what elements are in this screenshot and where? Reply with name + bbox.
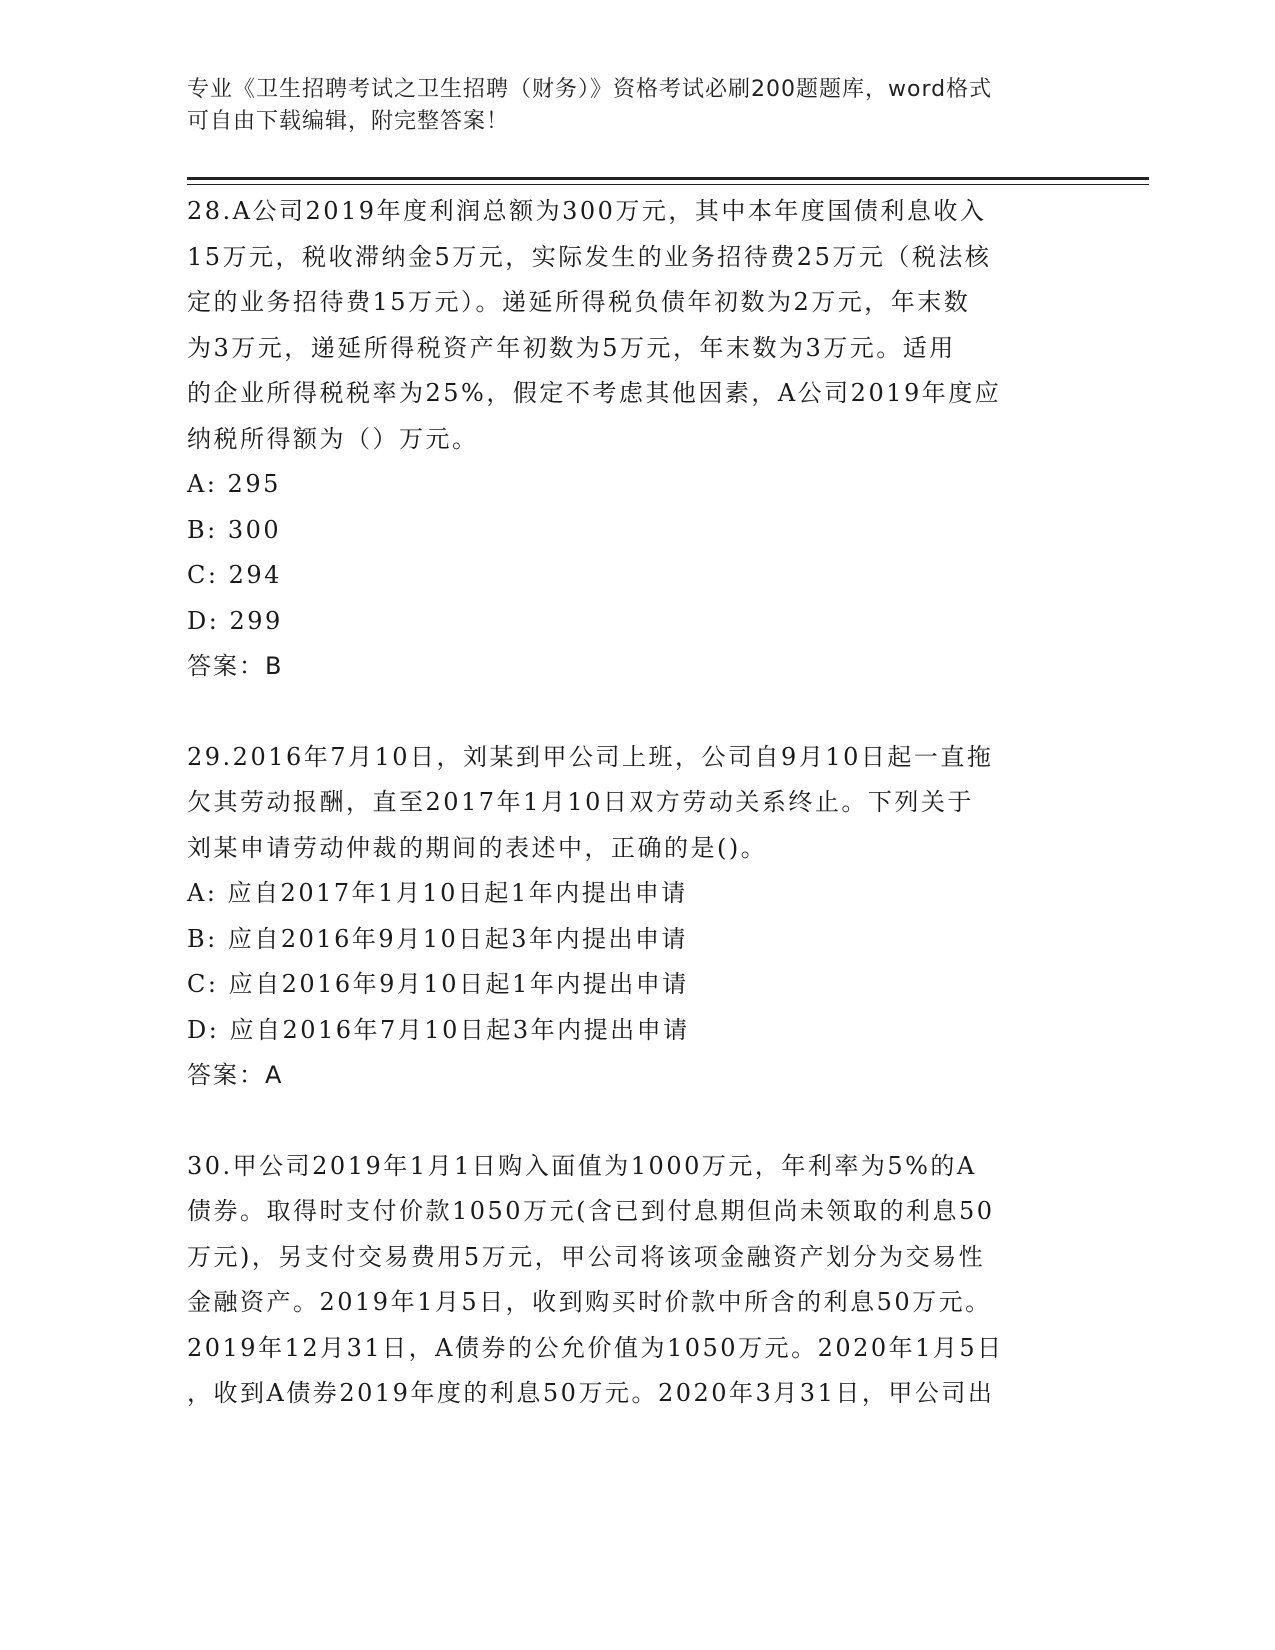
answer-label: 答案：B	[187, 652, 284, 680]
option-b: B: 300	[187, 515, 282, 544]
option-a: A: 295	[187, 470, 281, 498]
header-line-1: 专业《卫生招聘考试之卫生招聘（财务）》资格考试必刷200题题库，word格式	[187, 77, 993, 102]
option-d: D: 299	[187, 606, 283, 635]
stem-line: 的企业所得税税率为25%，假定不考虑其他因素，A公司2019年度应	[187, 379, 1002, 407]
option-b: B: 应自2016年9月10日起3年内提出申请	[187, 924, 689, 953]
question-stem	[187, 735, 1087, 872]
stem-line: 欠其劳动报酬，直至2017年1月10日双方劳动关系终止。下列关于	[187, 788, 974, 816]
question-stem	[187, 189, 1087, 462]
stem-line: 万元)，另支付交易费用5万元，甲公司将该项金融资产划分为交易性	[187, 1242, 986, 1271]
question-gap	[187, 1099, 1087, 1144]
option-c: C: 294	[187, 561, 282, 589]
option-c: C: 应自2016年9月10日起1年内提出申请	[187, 970, 689, 998]
stem-line: 15万元，税收滞纳金5万元，实际发生的业务招待费25万元（税法核	[187, 242, 992, 271]
stem-line: 2019年12月31日，A债券的公允价值为1050万元。2020年1月5日	[187, 1333, 1004, 1362]
stem-line: 30.甲公司2019年1月1日购入面值为1000万元，年利率为5%的A	[187, 1151, 977, 1180]
stem-line: 刘某申请劳动仲裁的期间的表述中，正确的是()。	[187, 833, 768, 862]
stem-line: 债券。取得时支付价款1050万元(含已到付息期但尚未领取的利息50	[187, 1197, 995, 1225]
stem-line: ，收到A债券2019年度的利息50万元。2020年3月31日，甲公司出	[187, 1379, 995, 1407]
stem-line: 纳税所得额为（）万元。	[187, 424, 479, 453]
question-gap	[187, 690, 1087, 735]
stem-line: 为3万元，递延所得税资产年初数为5万元，年末数为3万元。适用	[187, 333, 956, 362]
question-28	[187, 189, 1087, 690]
question-30	[187, 1144, 1087, 1417]
header-divider-thick	[187, 177, 1149, 180]
option-a: A: 应自2017年1月10日起1年内提出申请	[187, 879, 688, 907]
option-d: D: 应自2016年7月10日起3年内提出申请	[187, 1015, 690, 1044]
stem-line: 29.2016年7月10日，刘某到甲公司上班，公司自9月10日起一直拖	[187, 742, 994, 771]
question-stem	[187, 1144, 1087, 1417]
question-29	[187, 735, 1087, 1099]
header-line-2: 可自由下载编辑，附完整答案！	[187, 109, 510, 134]
stem-line: 金融资产。2019年1月5日，收到购买时价款中所含的利息50万元。	[187, 1288, 992, 1316]
stem-line: 28.A公司2019年度利润总额为300万元，其中本年度国债利息收入	[187, 197, 987, 225]
document-header	[187, 74, 1087, 138]
stem-line: 定的业务招待费15万元）。递延所得税负债年初数为2万元，年末数	[187, 288, 971, 316]
header-divider-thin	[187, 184, 1149, 185]
answer-label: 答案：A	[187, 1061, 284, 1089]
question-list	[187, 189, 1087, 1417]
